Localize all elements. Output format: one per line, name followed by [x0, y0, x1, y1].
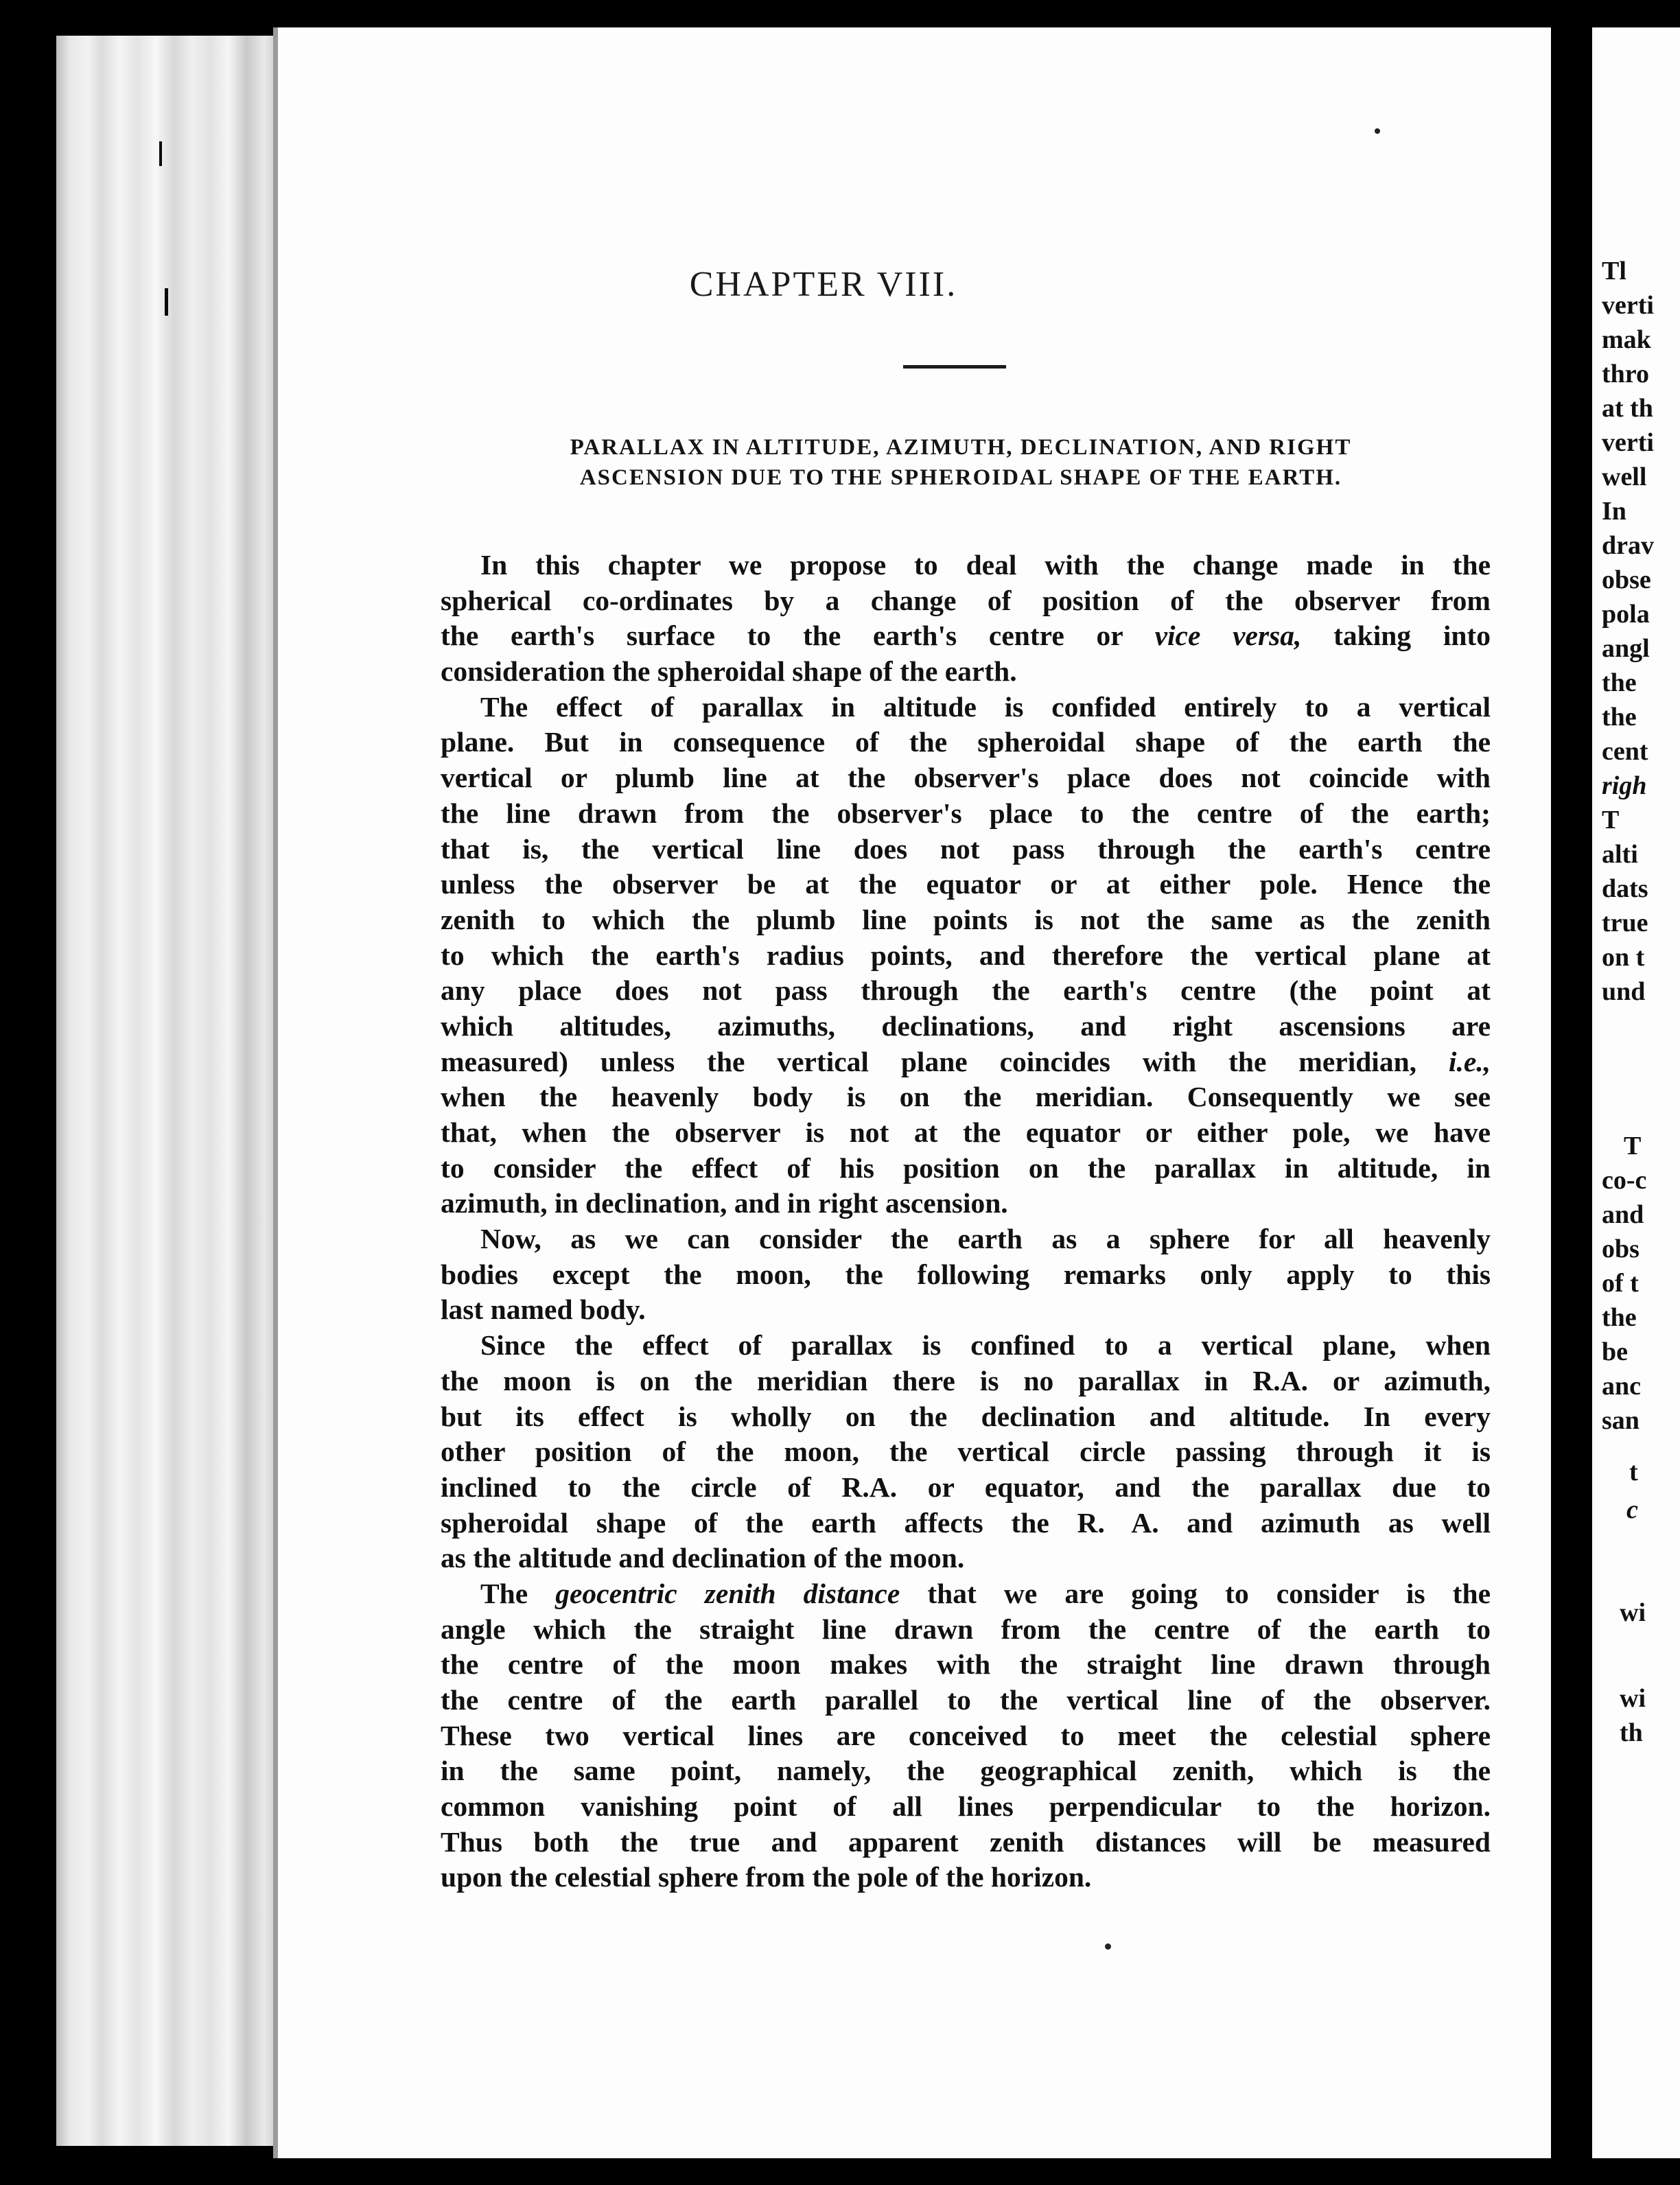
facing-text: wi	[1620, 1684, 1646, 1713]
margin-mark	[165, 288, 168, 316]
facing-text: mak	[1602, 325, 1651, 354]
facing-text: T	[1602, 806, 1620, 834]
text-line: common vanishing point of all lines perpendicular to the horizon.	[441, 1790, 1491, 1823]
margin-mark	[159, 141, 162, 166]
text-line: the line drawn from the observer's place to the centre of the earth;	[441, 797, 1491, 829]
text-line: which altitudes, azimuths, declinations, and right ascensions are	[441, 1009, 1491, 1042]
facing-text: In	[1602, 497, 1626, 526]
text-line: in the same point, namely, the geographical zenith, which is the	[441, 1755, 1491, 1787]
facing-text: true	[1602, 909, 1648, 937]
facing-text: dats	[1602, 874, 1648, 903]
text-span: taking into	[1333, 620, 1491, 652]
text-span: measured) unless the vertical plane coincides with the meridian,	[441, 1045, 1417, 1077]
chapter-subtitle	[480, 432, 1441, 493]
text-line: Thus both the true and apparent zenith distances will be measured	[441, 1825, 1491, 1858]
facing-text: obs	[1602, 1235, 1640, 1263]
facing-text: T	[1624, 1132, 1642, 1160]
facing-text: be	[1602, 1337, 1628, 1366]
facing-text: at th	[1602, 394, 1653, 423]
text-span: The	[480, 1577, 528, 1609]
text-line: zenith to which the plumb line points is not the same as the zenith	[441, 903, 1491, 935]
text-line	[441, 1576, 1491, 1612]
text-line: to consider the effect of his position on the parallax in altitude, in	[441, 1152, 1491, 1184]
facing-text: thro	[1602, 360, 1649, 388]
text-line: when the heavenly body is on the meridian. Consequently we see	[441, 1081, 1491, 1113]
text-line: any place does not pass through the earth's centre (the point at	[441, 974, 1491, 1007]
subtitle-line: PARALLAX IN ALTITUDE, AZIMUTH, DECLINATION, AND RIGHT	[570, 435, 1352, 460]
italic-phrase: vice versa,	[1154, 620, 1302, 652]
facing-text: san	[1602, 1406, 1640, 1435]
facing-text: c	[1626, 1495, 1638, 1524]
text-line: as the altitude and declination of the moon.	[441, 1542, 965, 1574]
subtitle-line: ASCENSION DUE TO THE SPHEROIDAL SHAPE OF THE EARTH.	[579, 465, 1342, 490]
text-line: plane. But in consequence of the spheroidal shape of the earth the	[441, 726, 1491, 758]
text-line: that is, the vertical line does not pass through the earth's centre	[441, 832, 1491, 865]
facing-text: the	[1602, 668, 1637, 697]
text-line	[441, 618, 1491, 654]
italic-phrase: i.e.,	[1448, 1045, 1491, 1077]
text-span: the earth's surface to the earth's centre or	[441, 620, 1123, 652]
facing-text: anc	[1602, 1372, 1641, 1401]
facing-text: t	[1629, 1458, 1638, 1486]
text-line	[441, 1044, 1491, 1080]
text-line: last named body.	[441, 1294, 646, 1326]
text-line: bodies except the moon, the following remarks only apply to this	[441, 1258, 1491, 1290]
text-line: The effect of parallax in altitude is confided entirely to a vertical	[480, 690, 1491, 723]
text-line: azimuth, in declination, and in right ascension.	[441, 1187, 1008, 1219]
facing-text: Tl	[1602, 257, 1626, 285]
text-line: other position of the moon, the vertical circle passing through it is	[441, 1436, 1491, 1468]
text-span: that we are going to consider is the	[927, 1577, 1491, 1609]
facing-text: obse	[1602, 565, 1651, 594]
title-rule	[903, 365, 1006, 369]
facing-text: angl	[1602, 634, 1650, 663]
text-line: the centre of the earth parallel to the vertical line of the observer.	[441, 1684, 1491, 1716]
text-line: upon the celestial sphere from the pole of the horizon.	[441, 1861, 1092, 1893]
facing-text: th	[1620, 1718, 1643, 1747]
facing-text: the	[1602, 1303, 1637, 1332]
page-edges	[56, 36, 283, 2146]
text-line: the moon is on the meridian there is no parallax in R.A. or azimuth,	[441, 1364, 1491, 1397]
text-line: unless the observer be at the equator or at either pole. Hence the	[441, 868, 1491, 900]
facing-text: of t	[1602, 1269, 1639, 1298]
text-line: spheroidal shape of the earth affects the R. A. and azimuth as well	[441, 1506, 1491, 1539]
facing-text: verti	[1602, 428, 1654, 457]
text-line: These two vertical lines are conceived to meet the celestial sphere	[441, 1719, 1491, 1751]
facing-text: righ	[1602, 771, 1647, 800]
text-line: Now, as we can consider the earth as a sphere for all heavenly	[480, 1223, 1491, 1255]
facing-text: und	[1602, 977, 1646, 1006]
body-text	[441, 548, 1491, 1895]
text-line: to which the earth's radius points, and therefore the vertical plane at	[441, 939, 1491, 971]
facing-text: well	[1602, 463, 1647, 491]
facing-text: the	[1602, 703, 1637, 732]
text-line: but its effect is wholly on the declination and altitude. In every	[441, 1400, 1491, 1432]
facing-text: pola	[1602, 600, 1650, 629]
text-line: the centre of the moon makes with the straight line drawn through	[441, 1648, 1491, 1681]
text-line: In this chapter we propose to deal with the change made in the	[480, 549, 1491, 581]
text-line: vertical or plumb line at the observer's place does not coincide with	[441, 762, 1491, 794]
text-line: Since the effect of parallax is confined to a vertical plane, when	[480, 1329, 1491, 1362]
facing-text: co-c	[1602, 1166, 1647, 1195]
printer-speck	[1375, 128, 1380, 134]
chapter-title: CHAPTER VIII.	[689, 265, 958, 304]
printer-speck	[1105, 1943, 1111, 1950]
text-line: that, when the observer is not at the equator or either pole, we have	[441, 1117, 1491, 1148]
facing-text: cent	[1602, 737, 1648, 766]
italic-phrase: geocentric zenith distance	[555, 1577, 900, 1609]
facing-text: wi	[1620, 1598, 1646, 1627]
text-line: angle which the straight line drawn from the centre of the earth to	[441, 1613, 1491, 1645]
text-line: consideration the spheroidal shape of the earth.	[441, 655, 1017, 688]
facing-text: verti	[1602, 291, 1654, 320]
facing-text: drav	[1602, 531, 1654, 560]
text-line: inclined to the circle of R.A. or equator, and the parallax due to	[441, 1471, 1491, 1503]
facing-text: on t	[1602, 943, 1645, 972]
facing-text: alti	[1602, 840, 1638, 869]
facing-text: and	[1602, 1200, 1644, 1229]
facing-page-edge	[1592, 27, 1680, 2158]
text-line: spherical co-ordinates by a change of position of the observer from	[441, 584, 1491, 616]
